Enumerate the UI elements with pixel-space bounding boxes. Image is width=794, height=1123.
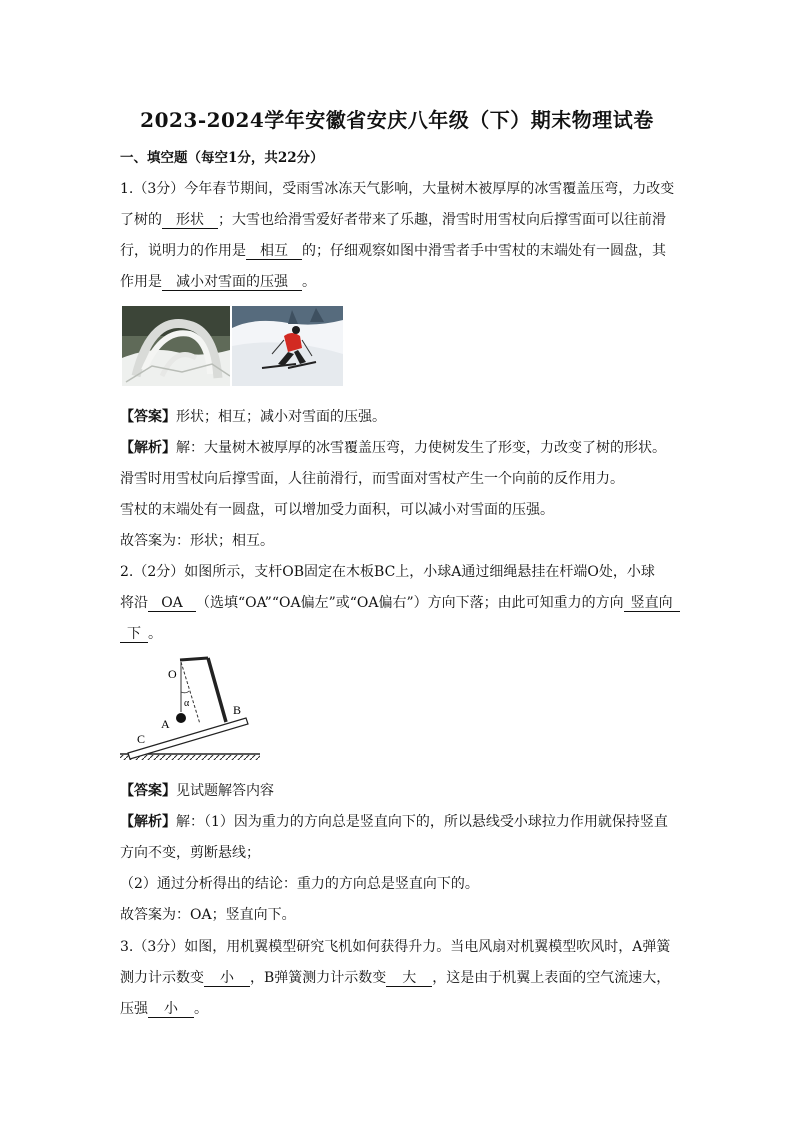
q1-line-1: 1.（3分）今年春节期间，受雨雪冰冻天气影响，大量树木被厚厚的冰雪覆盖压弯，力改变 [120, 181, 675, 197]
q1-blank-3: 减小对雪面的压强 [162, 275, 302, 291]
q1-blank-2: 相互 [246, 244, 302, 260]
q2-analysis-3: （2）通过分析得出的结论：重力的方向总是竖直向下的。 [120, 876, 479, 892]
q2-line-1: 2.（2分）如图所示，支杆OB固定在木板BC上，小球A通过细绳悬挂在杆端O处，小球 [120, 564, 655, 580]
snow-covered-tree-photo [122, 306, 230, 386]
q2-blank-2b: 下 [120, 627, 148, 643]
q2-final: 故答案为：OA；竖直向下。 [120, 907, 296, 923]
q3-line-1: 3.（3分）如图，用机翼模型研究飞机如何获得升力。当电风扇对机翼模型吹风时，A弹簧 [120, 939, 671, 955]
q2-line-3: 下 。 [120, 623, 162, 643]
label-o: O [168, 667, 177, 681]
q3-blank-3: 小 [148, 1002, 194, 1018]
q1-final: 故答案为：形状；相互。 [120, 533, 274, 549]
q2-analysis-2: 方向不变，剪断悬线； [120, 845, 260, 861]
q2-answer: 【答案】见试题解答内容 [120, 783, 274, 799]
section-heading: 一、填空题（每空1分，共22分） [120, 150, 324, 166]
q1-line-4: 作用是 减小对雪面的压强 。 [120, 274, 316, 290]
q1-answer: 【答案】形状；相互；减小对雪面的压强。 [120, 409, 386, 425]
q2-analysis-1: 【解析】解：（1）因为重力的方向总是竖直向下的，所以悬线受小球拉力作用就保持竖直 [120, 814, 668, 830]
q3-blank-2: 大 [386, 971, 432, 987]
q3-blank-1: 小 [204, 971, 250, 987]
q1-analysis-3: 雪杖的末端处有一圆盘，可以增加受力面积，可以减小对雪面的压强。 [120, 502, 554, 518]
q3-line-3: 压强 小 。 [120, 1001, 208, 1017]
q2-blank-2a: 竖直向 [624, 596, 680, 612]
q1-analysis-2: 滑雪时用雪杖向后撑雪面，人往前滑行，而雪面对雪杖产生一个向前的反作用力。 [120, 471, 624, 487]
label-alpha: α [184, 698, 190, 709]
q2-line-2: 将沿 OA （选填“OA”“OA偏左”或“OA偏右”）方向下落；由此可知重力的方向 竖直向 [120, 592, 680, 612]
q1-analysis-1: 【解析】解：大量树木被厚厚的冰雪覆盖压弯，力使树发生了形变，力改变了树的形状。 [120, 440, 666, 456]
q1-blank-1: 形状 [162, 213, 218, 229]
q3-line-2: 测力计示数变 小 ，B弹簧测力计示数变 大 ，这是由于机翼上表面的空气流速大， [120, 970, 671, 986]
skier-photo [232, 306, 343, 386]
label-a: A [161, 717, 170, 731]
page-title: 2023-2024学年安徽省安庆八年级（下）期末物理试卷 [140, 108, 654, 132]
q1-line-3: 行，说明力的作用是 相互 的；仔细观察如图中滑雪者手中雪杖的末端处有一圆盘，其 [120, 243, 666, 259]
q2-blank-1: OA [148, 596, 196, 612]
q1-line-2: 了树的 形状 ；大雪也给滑雪爱好者带来了乐趣，滑雪时用雪杖向后撑雪面可以往前滑 [120, 212, 666, 228]
label-c: C [137, 732, 146, 746]
label-b: B [233, 703, 242, 717]
pendulum-diagram [120, 650, 260, 760]
